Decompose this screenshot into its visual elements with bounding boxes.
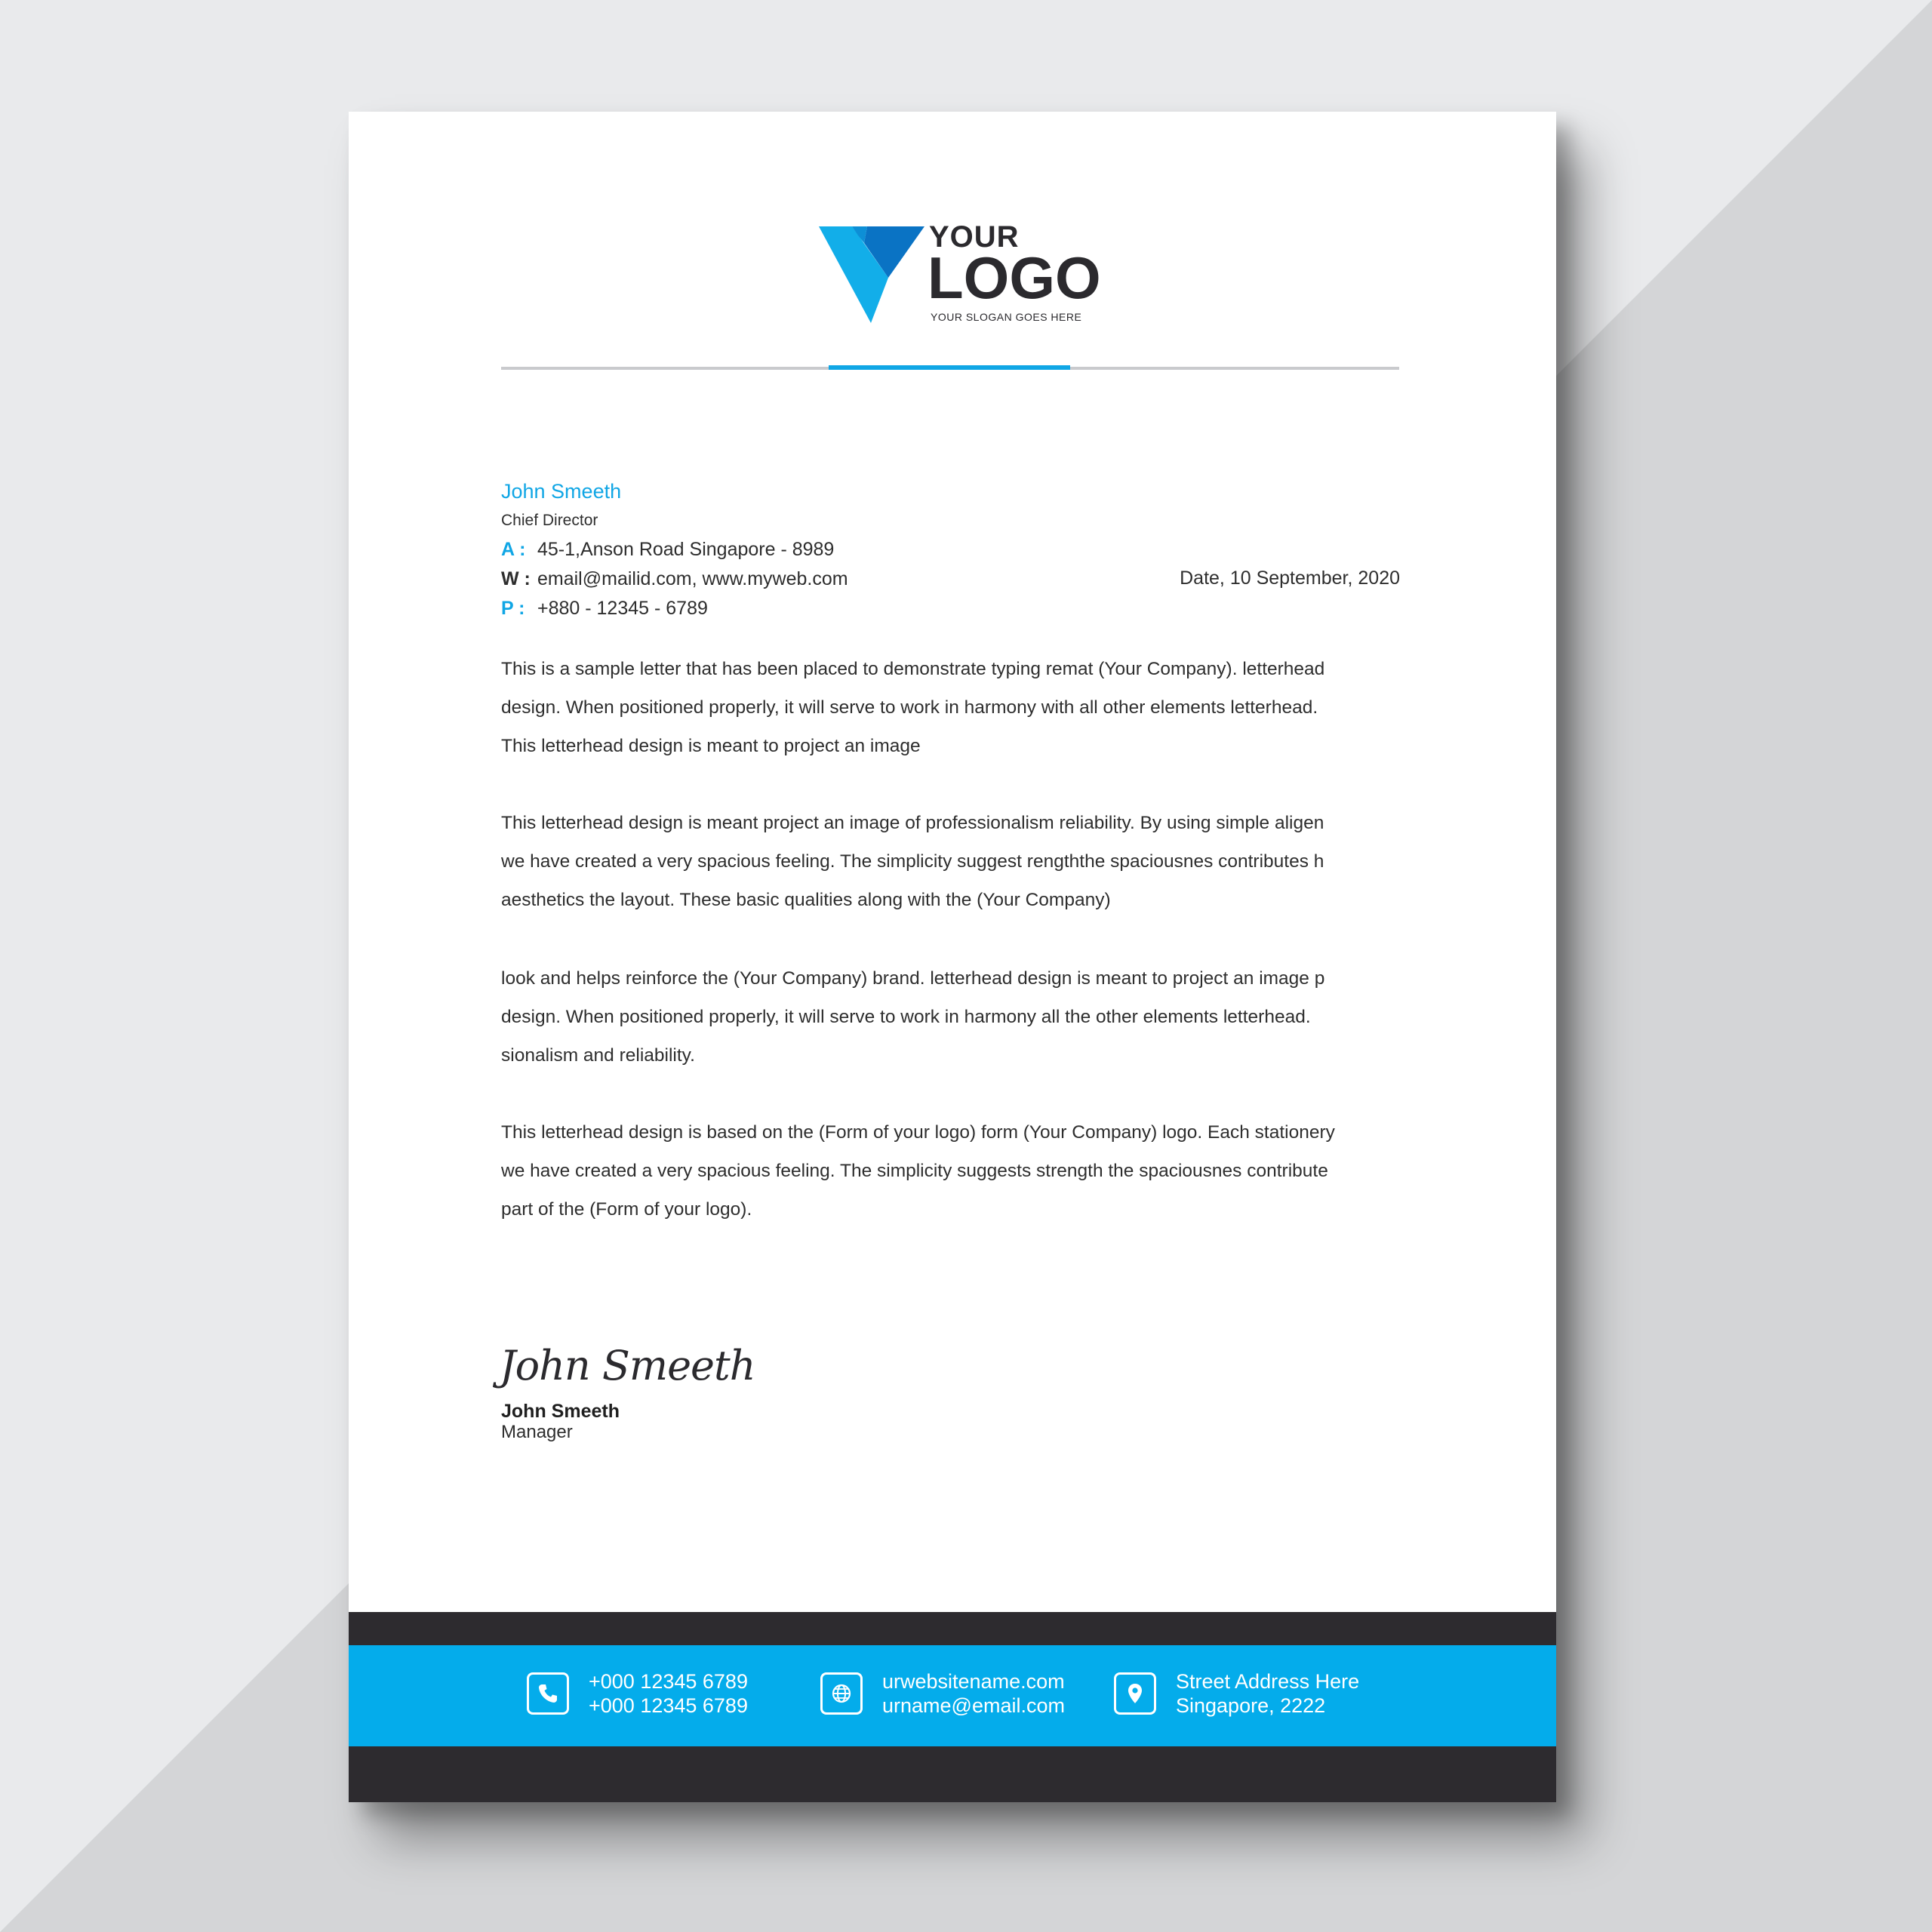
body-line: part of the (Form of your logo). (501, 1199, 752, 1220)
footer-web-text (882, 1669, 1065, 1718)
footer-line: Street Address Here (1176, 1670, 1360, 1693)
body-line: look and helps reinforce the (Your Company) brand. letterhead design is meant to project an image p (501, 968, 1325, 989)
footer-band-top (349, 1612, 1556, 1645)
body-line: This letterhead design is based on the (Form of your logo) form (Your Company) logo. Each stationery (501, 1122, 1335, 1143)
body-line: we have created a very spacious feeling. The simplicity suggest rengththe spaciousnes contributes h (501, 851, 1324, 872)
logo-your-text: YOUR (929, 220, 1020, 254)
logo-slogan: YOUR SLOGAN GOES HERE (931, 311, 1082, 323)
contact-key: P : (501, 598, 525, 619)
body-line: design. When positioned properly, it will serve to work in harmony with all other elements letterhead. (501, 697, 1318, 718)
body-line: sionalism and reliability. (501, 1045, 695, 1066)
sender-title: Chief Director (501, 512, 598, 529)
contact-value: 45-1,Anson Road Singapore - 8989 (537, 539, 835, 560)
footer-line: +000 12345 6789 (589, 1694, 748, 1717)
footer-line: urwebsitename.com (882, 1670, 1065, 1693)
footer-line: Singapore, 2222 (1176, 1694, 1326, 1717)
body-line: aesthetics the layout. These basic qualities along with the (Your Company) (501, 890, 1111, 910)
globe-icon (820, 1672, 863, 1715)
footer-phone-text (589, 1669, 748, 1718)
sender-name: John Smeeth (501, 480, 622, 503)
contact-web (501, 568, 848, 590)
contact-value: +880 - 12345 - 6789 (537, 598, 708, 619)
body-line: This letterhead design is meant to project an image (501, 736, 921, 756)
contact-key: A : (501, 539, 526, 560)
footer-line: +000 12345 6789 (589, 1670, 748, 1693)
contact-key: W : (501, 568, 531, 589)
phone-icon (527, 1672, 569, 1715)
header-divider-accent (829, 365, 1070, 370)
body-line: design. When positioned properly, it will serve to work in harmony all the other elements letterhead. (501, 1007, 1311, 1027)
contact-phone (501, 598, 708, 620)
footer-band-bottom (349, 1746, 1556, 1802)
footer-line: urname@email.com (882, 1694, 1065, 1717)
contact-address (501, 539, 834, 561)
body-line: we have created a very spacious feeling. The simplicity suggests strength the spaciousnes contribute (501, 1161, 1328, 1181)
letter-date: Date, 10 September, 2020 (1180, 568, 1400, 589)
signature: John Smeeth (500, 1342, 755, 1389)
location-pin-icon (1114, 1672, 1156, 1715)
body-line: This letterhead design is meant project an image of professionalism reliability. By using simple aligen (501, 813, 1324, 833)
letterhead-page (349, 112, 1556, 1802)
logo-word-text: LOGO (928, 245, 1101, 311)
body-line: This is a sample letter that has been placed to demonstrate typing remat (Your Company). letterhead (501, 659, 1325, 679)
logo-v-icon (819, 226, 924, 323)
contact-value: email@mailid.com, www.myweb.com (537, 568, 848, 589)
signatory-name: John Smeeth (501, 1401, 620, 1422)
footer-address-text (1176, 1669, 1359, 1718)
signatory-role: Manager (501, 1422, 573, 1442)
